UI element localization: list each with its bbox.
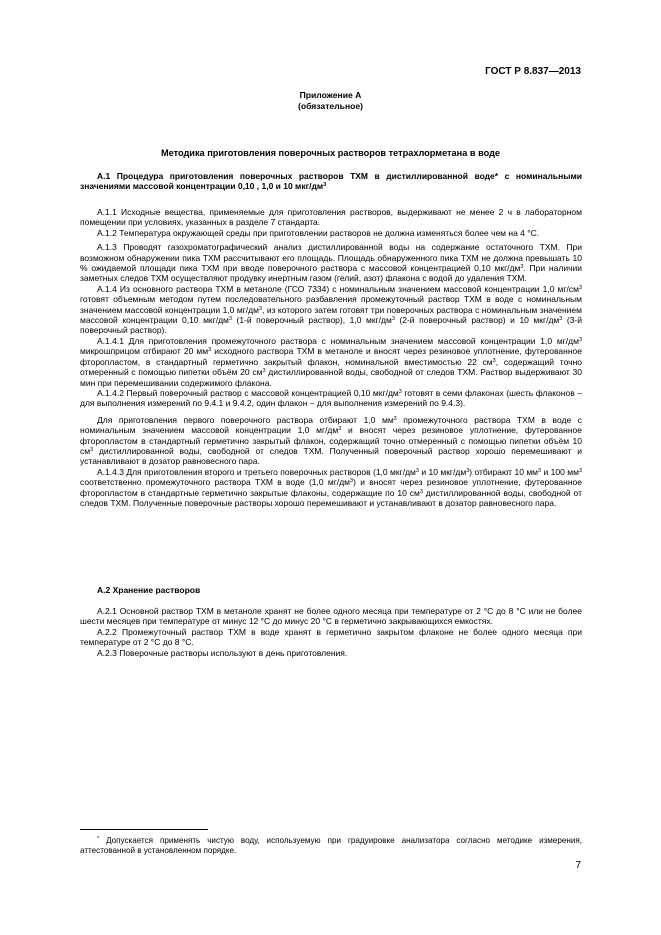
annex-status: (обязательное) xyxy=(297,101,364,111)
paragraph-a1-1: А.1.1 Исходные вещества, применяемые для приготовления растворов, выдерживают не менее 2 ч в лабораторном помещении при условиях, указанных в разделе 7 стандарта. xyxy=(80,207,582,228)
paragraph-a1-2: А.1.2 Температура окружающей среды при приготовлении растворов не должна изменяться более чем на 4 °С. xyxy=(97,227,540,238)
footnote-mark: * xyxy=(494,171,499,181)
heading-a1-text: А.1 Процедура приготовления поверочных растворов ТХМ в дистиллированной воде xyxy=(97,171,495,181)
paragraph-a1-4-2-prep: Для приготовления первого поверочного раствора отбирают 1,0 $мм^3$ промежуточного раствора ТХМ в воде с номинальным значением массовой концентрации 1,0 $мг/дм^3$ и вносят через резиновое уплотнение, футерованное фторопластом в стандартный герметично закрытый флакон, содержащий точно отмеренный с помощью пипетки объём 10 $см^3$ дистиллированной воды, свободной от следов ТХМ. Полученный поверочный раствор хорошо перемешивают и устанавливают в дозатор равновесного пара. xyxy=(80,414,582,467)
section-a2-body xyxy=(80,606,582,658)
superscript: 3 xyxy=(323,182,327,189)
section-a1-heading xyxy=(80,171,582,192)
footnote-mark: * xyxy=(97,836,100,842)
paragraph-a1-4-3: А.1.4.3 Для приготовления второго и третьего поверочных растворов (1,0 мкг/$дм^3$ и 10 мкг/$дм^3$) отбирают 10 $мм^3$ и 100 $мм^3$ соответственно промежуточного раствора ТХМ в воде (1,0 $мг/дм^3$) и вносят через резиновое уплотнение, футерованное фторопластом в стандартные герметично закрытые флаконы, содержащие по 10 $см^3$ дистиллированной воды, свободной от следов ТХМ. Полученные поверочные растворы хорошо перемешивают и устанавливают в дозатор равновесного пара. xyxy=(80,466,583,508)
paragraph-a1-4: А.1.4 Из основного раствора ТХМ в метаноле (ГСО 7334) с номинальным значением массовой концентрации 1,0 $мг/см^3$ готовят объемным методом путем последовательного разбавления промежуточный раствор ТХМ в воде с номинальным значением массовой концентрации 1,0 $мг/дм^3$, из которого затем готовят три поверочных раствора с номинальным значением массовой концентрации 0,10 мкг/$дм^3$ (1-й поверочный раствор), 1,0 мкг/$дм^3$ (2-й поверочный раствор) и 10 мкг/$дм^3$ (3-й поверочный раствор). xyxy=(80,283,582,336)
standard-code: ГОСТ Р 8.837—2013 xyxy=(485,66,581,77)
paragraph-a2-3: А.2.3 Поверочные растворы используют в день приготовления. xyxy=(97,647,348,658)
heading-a1-text-2: с номинальными значениями массовой концентрации 0,10 , 1,0 и 10 мкг/дм xyxy=(80,171,582,192)
document-title: Методика приготовления поверочных растворов тетрахлорметана в воде xyxy=(160,148,501,158)
paragraph-a1-4-1: А.1.4.1 Для приготовления промежуточного раствора с номинальным значением массовой концентрации 1,0 $мг/дм^3$ микрошприцом отбирают 20 $мм^3$ исходного раствора ТХМ в метаноле и вносят через резиновое уплотнение, футерованное фторопластом, в стандартный герметично закрытый флакон, номинальной вместимостью 22 $см^3$, содержащий точно отмеренный с помощью пипетки объём 20 $см^3$ дистиллированной воды, свободной от следов ТХМ. Раствор выдерживают 30 мин при перемешивании содержимого флакона. xyxy=(80,335,582,388)
paragraph-a1-3: А.1.3 Проводят газохроматографический анализ дистиллированной воды на содержание остаточного ТХМ. При возможном обнаружении пика ТХМ рассчитывают его площадь. Площадь обнаруженного пика ТХМ не должна превышать 10 % ожидаемой площади пика ТХМ при вводе поверочного раствора с массовой концентрацией 0,10 мкг/$дм^3$. При наличии заметных следов ТХМ осуществляют продувку инертным газом (гелий, азот) флакона с водой до удаления ТХМ. xyxy=(80,242,582,284)
section-a2-heading: А.2 Хранение растворов xyxy=(97,585,201,595)
annex-title: Приложение А xyxy=(299,90,362,100)
footnote-divider xyxy=(80,829,208,830)
footnote xyxy=(80,836,582,857)
paragraph-a1-4-2: А.1.4.2 Первый поверочный раствор с массовой концентрацией 0,10 мкг/$дм^3$ готовят в семи флаконах (шесть флаконов – для выполнения измерений по 9.4.1 и 9.4.2, один флакон – для выполнения измерений по 9.4.3). xyxy=(80,387,582,409)
paragraph-a2-1: А.2.1 Основной раствор ТХМ в метаноле хранят не более одного месяца при температуре от 2 °С до 8 °С или не более шести месяцев при температуре от минус 12 °С до минус 20 °С в герметично закрывающихся емкостях. xyxy=(80,606,582,627)
footnote-text: Допускается применять чистую воду, используемую при градуировке анализатора согласно методике измерения, аттестованной в установленном порядке. xyxy=(80,836,582,856)
page-number: 7 xyxy=(575,860,581,871)
section-a1-body xyxy=(80,207,582,508)
paragraph-a2-2: А.2.2 Промежуточный раствор ТХМ в воде хранят в герметично закрытом флаконе не более одного месяца при температуре от 2 °С до 8 °С. xyxy=(80,626,582,648)
